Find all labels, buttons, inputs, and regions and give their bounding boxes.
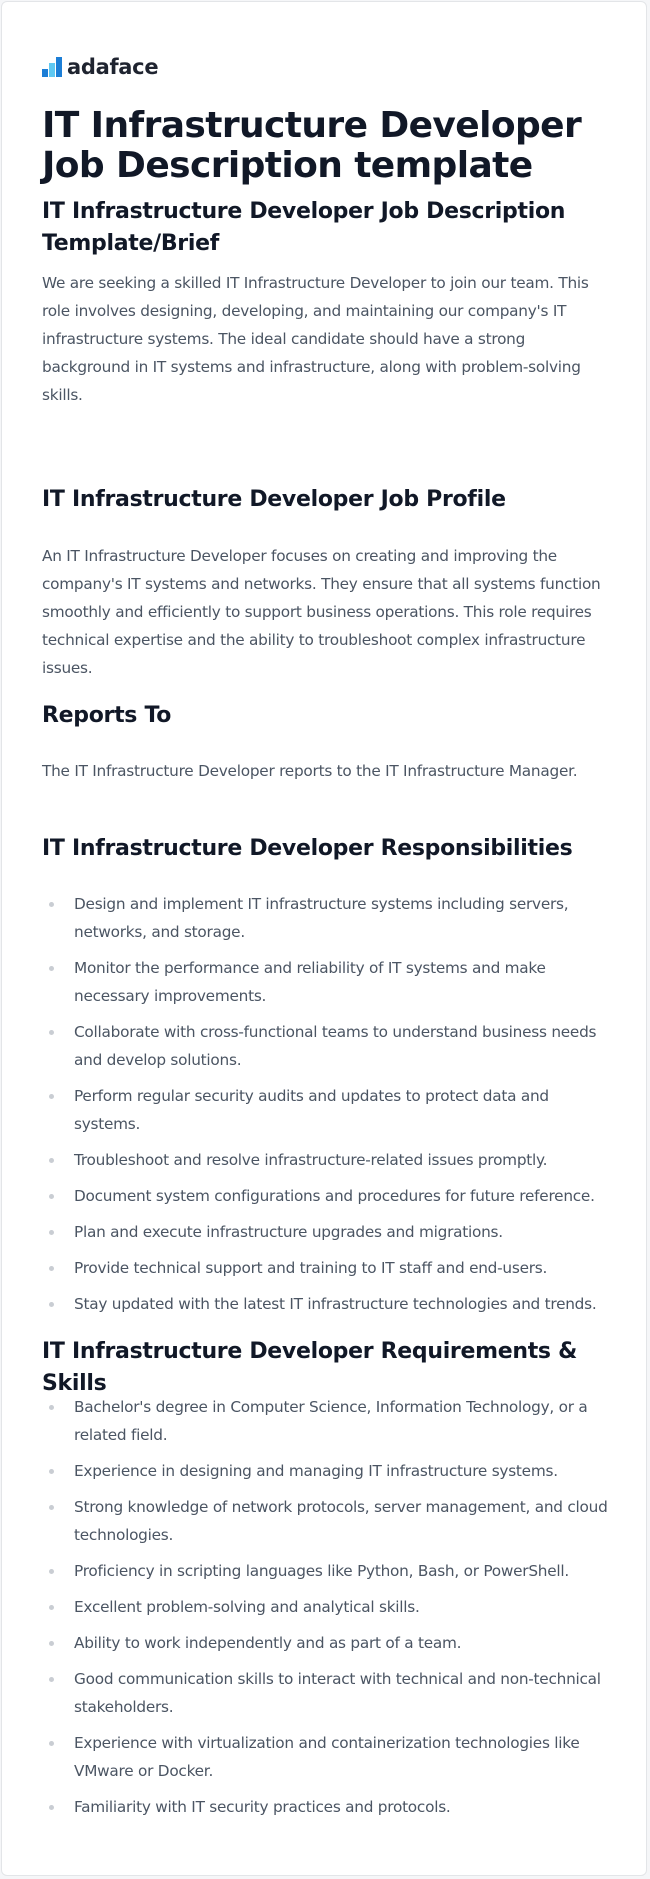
page-title: IT Infrastructure Developer Job Description template: [42, 105, 582, 186]
responsibilities-list: [42, 890, 612, 1326]
list-item: [42, 1593, 612, 1621]
bullet-icon: [49, 1805, 54, 1810]
bullet-icon: [49, 966, 54, 971]
section-heading-reports-to: Reports To: [42, 703, 172, 728]
list-item-text: Excellent problem-solving and analytical skills.: [74, 1598, 420, 1616]
adaface-logo[interactable]: [42, 54, 158, 80]
list-item: [42, 1393, 612, 1449]
section-body-profile: An IT Infrastructure Developer focuses on creating and improving the company's IT systems and networks. They ensure that all systems function smoothly and efficiently to support business operations. This role requires technical expertise and the ability to troubleshoot complex infrastructure issues.: [42, 547, 601, 677]
list-item: [42, 1182, 612, 1210]
section-heading-responsibilities: IT Infrastructure Developer Responsibilities: [42, 836, 573, 861]
document-card: [1, 1, 647, 1876]
bullet-icon: [49, 1605, 54, 1610]
list-item-text: Familiarity with IT security practices and protocols.: [74, 1798, 451, 1816]
list-item: [42, 890, 612, 946]
list-item-text: Bachelor's degree in Computer Science, Information Technology, or a related field.: [74, 1398, 588, 1444]
bullet-icon: [49, 1741, 54, 1746]
bullet-icon: [49, 1569, 54, 1574]
list-item: [42, 1729, 612, 1785]
list-item: [42, 1793, 612, 1821]
list-item-text: Monitor the performance and reliability of IT systems and make necessary improvements.: [74, 959, 546, 1005]
list-item-text: Document system configurations and procedures for future reference.: [74, 1187, 595, 1205]
section-heading-brief: IT Infrastructure Developer Job Description Template/Brief: [42, 199, 566, 256]
list-item: [42, 1557, 612, 1585]
bullet-icon: [49, 902, 54, 907]
list-item-text: Design and implement IT infrastructure systems including servers, networks, and storage.: [74, 895, 569, 941]
list-item-text: Experience with virtualization and containerization technologies like VMware or Docker.: [74, 1734, 580, 1780]
adaface-logo-icon: [42, 57, 62, 77]
list-item: [42, 1254, 612, 1282]
list-item-text: Good communication skills to interact with technical and non-technical stakeholders.: [74, 1670, 601, 1716]
list-item: [42, 1218, 612, 1246]
list-item-text: Troubleshoot and resolve infrastructure-related issues promptly.: [74, 1151, 548, 1169]
list-item: [42, 1290, 612, 1318]
bullet-icon: [49, 1194, 54, 1199]
list-item-text: Proficiency in scripting languages like Python, Bash, or PowerShell.: [74, 1562, 570, 1580]
requirements-list: [42, 1393, 612, 1829]
list-item-text: Collaborate with cross-functional teams to understand business needs and develop solutions.: [74, 1023, 597, 1069]
list-item: [42, 1665, 612, 1721]
list-item: [42, 1146, 612, 1174]
section-heading-profile: IT Infrastructure Developer Job Profile: [42, 487, 506, 512]
list-item-text: Stay updated with the latest IT infrastructure technologies and trends.: [74, 1295, 597, 1313]
list-item-text: Ability to work independently and as part of a team.: [74, 1634, 462, 1652]
list-item: [42, 1629, 612, 1657]
bullet-icon: [49, 1641, 54, 1646]
list-item-text: Perform regular security audits and updates to protect data and systems.: [74, 1087, 549, 1133]
logo-text: adaface: [67, 55, 159, 79]
bullet-icon: [49, 1677, 54, 1682]
list-item-text: Plan and execute infrastructure upgrades and migrations.: [74, 1223, 503, 1241]
list-item-text: Strong knowledge of network protocols, server management, and cloud technologies.: [74, 1498, 608, 1544]
list-item: [42, 1082, 612, 1138]
bullet-icon: [49, 1158, 54, 1163]
list-item-text: Provide technical support and training to IT staff and end-users.: [74, 1259, 548, 1277]
section-heading-requirements: IT Infrastructure Developer Requirements & Skills: [42, 1339, 577, 1396]
bullet-icon: [49, 1266, 54, 1271]
bullet-icon: [49, 1030, 54, 1035]
list-item: [42, 1493, 612, 1549]
list-item-text: Experience in designing and managing IT infrastructure systems.: [74, 1462, 558, 1480]
section-body-brief: We are seeking a skilled IT Infrastructure Developer to join our team. This role involves designing, developing, and maintaining our company's IT infrastructure systems. The ideal candidate should have a strong background in IT systems and infrastructure, along with problem-solving skills.: [42, 274, 589, 404]
bullet-icon: [49, 1302, 54, 1307]
section-body-reports-to: The IT Infrastructure Developer reports to the IT Infrastructure Manager.: [42, 762, 578, 780]
list-item: [42, 954, 612, 1010]
bullet-icon: [49, 1094, 54, 1099]
list-item: [42, 1018, 612, 1074]
bullet-icon: [49, 1405, 54, 1410]
bullet-icon: [49, 1469, 54, 1474]
bullet-icon: [49, 1505, 54, 1510]
list-item: [42, 1457, 612, 1485]
bullet-icon: [49, 1230, 54, 1235]
